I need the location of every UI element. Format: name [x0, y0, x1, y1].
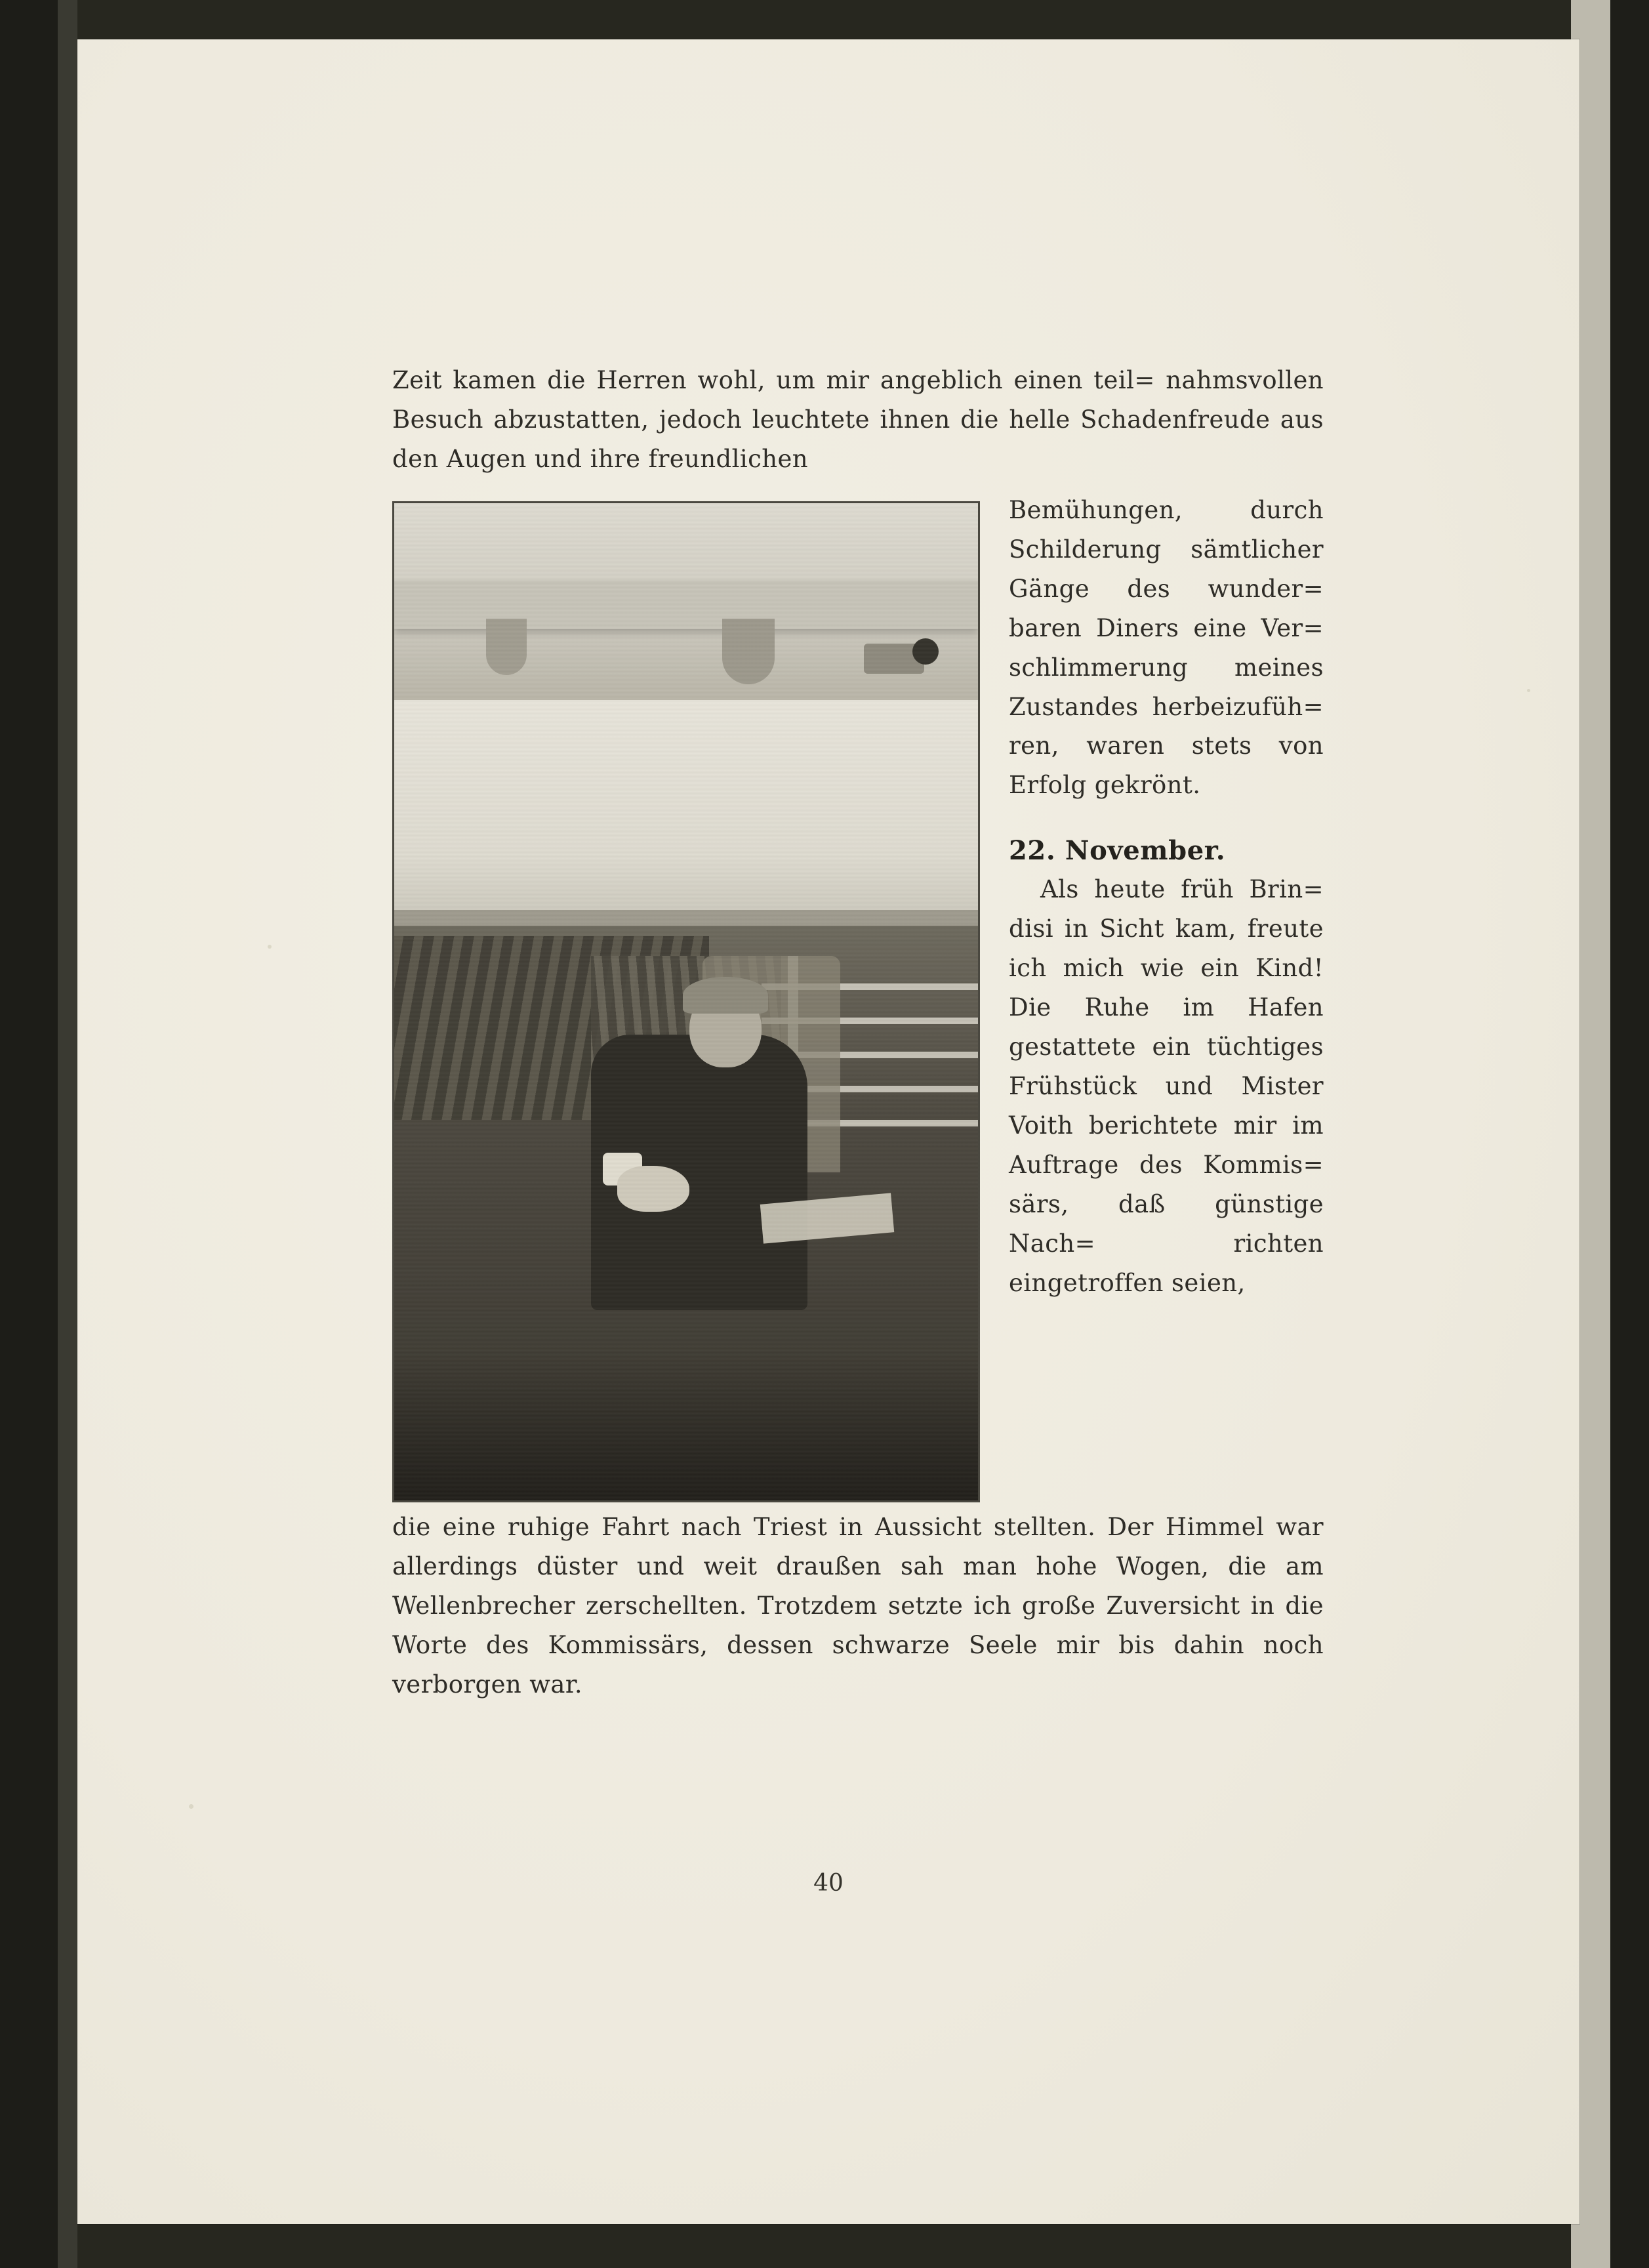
scan-gutter-left-inner [58, 0, 77, 2268]
page-number: 40 [813, 1870, 844, 1897]
book-page [77, 39, 1579, 2224]
section-heading-date: 22. November. [1009, 835, 1226, 867]
side-column [1009, 491, 1324, 1303]
paragraph-bottom: die eine ruhige Fahrt nach Triest in Aussicht stellten. Der Himmel war allerdings düster und weit draußen sah man hohe Wogen, die am Wellenbrecher zerschellten. Trotzdem setzte ich große Zuversicht in die Worte des Kommissärs, dessen schwarze Seele mir bis dahin noch verborgen war. [392, 1512, 1324, 1699]
figure-photograph [392, 501, 980, 1502]
paragraph-side-top: Bemühungen, durch Schilderung sämtlicher Gänge des wunder= baren Diners eine Ver= schlimmerung meines Zustandes herbeizufüh= ren, waren stets von Erfolg gekrönt. [1009, 495, 1324, 800]
photo-deck-fitting-knob [912, 638, 939, 665]
figure-and-column-block [392, 491, 1324, 1501]
photo-seated-man-hand [617, 1166, 689, 1212]
photo-bracket [722, 619, 775, 684]
photo-image [394, 503, 978, 1500]
photo-rail-line [394, 910, 978, 926]
paragraph-side-bottom: Als heute früh Brin= disi in Sicht kam, freute ich mich wie ein Kind! Die Ruhe im Hafen gestattete ein tüchtiges Frühstück und Mister Voith berichtete mir im Auftrage des Kommis= särs, daß günstige Nach= richten eingetroffen seien, [1009, 875, 1324, 1297]
photo-beam [394, 581, 978, 629]
paper-speck [189, 1804, 193, 1809]
paper-speck [1527, 689, 1530, 692]
paragraph-top: Zeit kamen die Herren wohl, um mir angeblich einen teil= nahmsvollen Besuch abzustatten, jedoch leuchtete ihnen die helle Schadenfreude aus den Augen und ihre freundlichen [392, 366, 1324, 473]
photo-seated-man-hat [683, 977, 768, 1014]
paper-speck [268, 945, 272, 949]
photo-wall [394, 700, 978, 920]
photo-foreground-shadow [394, 1350, 978, 1500]
scan-gutter-left [0, 0, 58, 2268]
page-content [392, 361, 1324, 1729]
photo-bracket [486, 619, 527, 675]
